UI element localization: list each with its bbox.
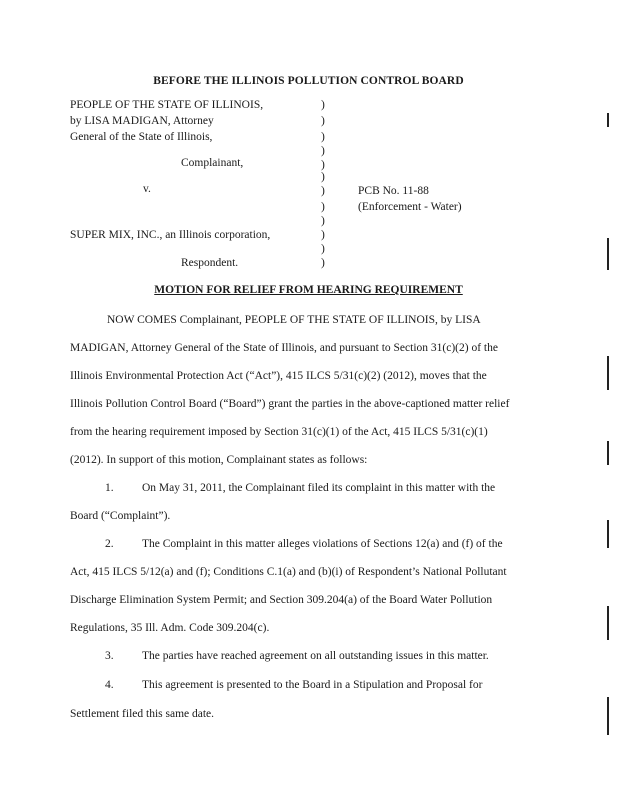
intro-line: (2012). In support of this motion, Complainant states as follows: [70, 454, 368, 466]
caption-respondent-name: SUPER MIX, INC., an Illinois corporation, [70, 229, 271, 241]
caption-paren: ) [321, 99, 325, 111]
margin-revision-bar [607, 113, 609, 127]
margin-revision-bar [607, 520, 609, 548]
caption-paren: ) [321, 131, 325, 143]
intro-line: from the hearing requirement imposed by Section 31(c)(1) of the Act, 415 ILCS 5/31(c)(1) [70, 426, 488, 438]
intro-line: NOW COMES Complainant, PEOPLE OF THE STATE OF ILLINOIS, by LISA [107, 314, 481, 326]
paragraph-number: 3. [105, 650, 114, 662]
motion-title: MOTION FOR RELIEF FROM HEARING REQUIREMENT [154, 284, 463, 296]
margin-revision-bar [607, 697, 609, 735]
caption-paren: ) [321, 115, 325, 127]
margin-revision-bar [607, 441, 609, 465]
margin-revision-bar [607, 606, 609, 640]
caption-paren: ) [321, 171, 325, 183]
paragraph-line: Settlement filed this same date. [70, 708, 215, 720]
intro-line: Illinois Environmental Protection Act (“Act”), 415 ILCS 5/31(c)(2) (2012), moves that the [70, 370, 487, 382]
paragraph-line: On May 31, 2011, the Complainant filed its complaint in this matter with the [142, 482, 496, 494]
caption-respondent-label: Respondent. [181, 257, 239, 269]
caption-paren: ) [321, 185, 325, 197]
paragraph-line: The parties have reached agreement on all outstanding issues in this matter. [142, 650, 489, 662]
paragraph-number: 1. [105, 482, 114, 494]
caption-paren: ) [321, 145, 325, 157]
caption-party-line-1: PEOPLE OF THE STATE OF ILLINOIS, [70, 99, 264, 111]
paragraph-line: The Complaint in this matter alleges violations of Sections 12(a) and (f) of the [142, 538, 503, 550]
caption-paren: ) [321, 243, 325, 255]
paragraph-line: Discharge Elimination System Permit; and Section 309.204(a) of the Board Water Pollution [70, 594, 493, 606]
case-type: (Enforcement - Water) [358, 201, 462, 213]
court-title: BEFORE THE ILLINOIS POLLUTION CONTROL BOARD [153, 75, 464, 87]
caption-paren: ) [321, 201, 325, 213]
intro-line: Illinois Pollution Control Board (“Board”) grant the parties in the above-captioned matter relief [70, 398, 510, 410]
caption-paren: ) [321, 229, 325, 241]
paragraph-line: This agreement is presented to the Board in a Stipulation and Proposal for [142, 679, 483, 691]
paragraph-line: Act, 415 ILCS 5/12(a) and (f); Conditions C.1(a) and (b)(i) of Respondent’s National Pollutant [70, 566, 507, 578]
caption-paren: ) [321, 159, 325, 171]
caption-complainant-label: Complainant, [181, 157, 244, 169]
caption-versus: v. [143, 183, 151, 195]
paragraph-line: Regulations, 35 Ill. Adm. Code 309.204(c). [70, 622, 270, 634]
caption-paren: ) [321, 257, 325, 269]
case-number: PCB No. 11-88 [358, 185, 429, 197]
paragraph-line: Board (“Complaint”). [70, 510, 171, 522]
paragraph-number: 4. [105, 679, 114, 691]
caption-party-line-2: by LISA MADIGAN, Attorney [70, 115, 214, 127]
caption-paren: ) [321, 215, 325, 227]
paragraph-number: 2. [105, 538, 114, 550]
intro-line: MADIGAN, Attorney General of the State of Illinois, and pursuant to Section 31(c)(2) of the [70, 342, 498, 354]
margin-revision-bar [607, 238, 609, 270]
caption-party-line-3: General of the State of Illinois, [70, 131, 213, 143]
margin-revision-bar [607, 356, 609, 390]
